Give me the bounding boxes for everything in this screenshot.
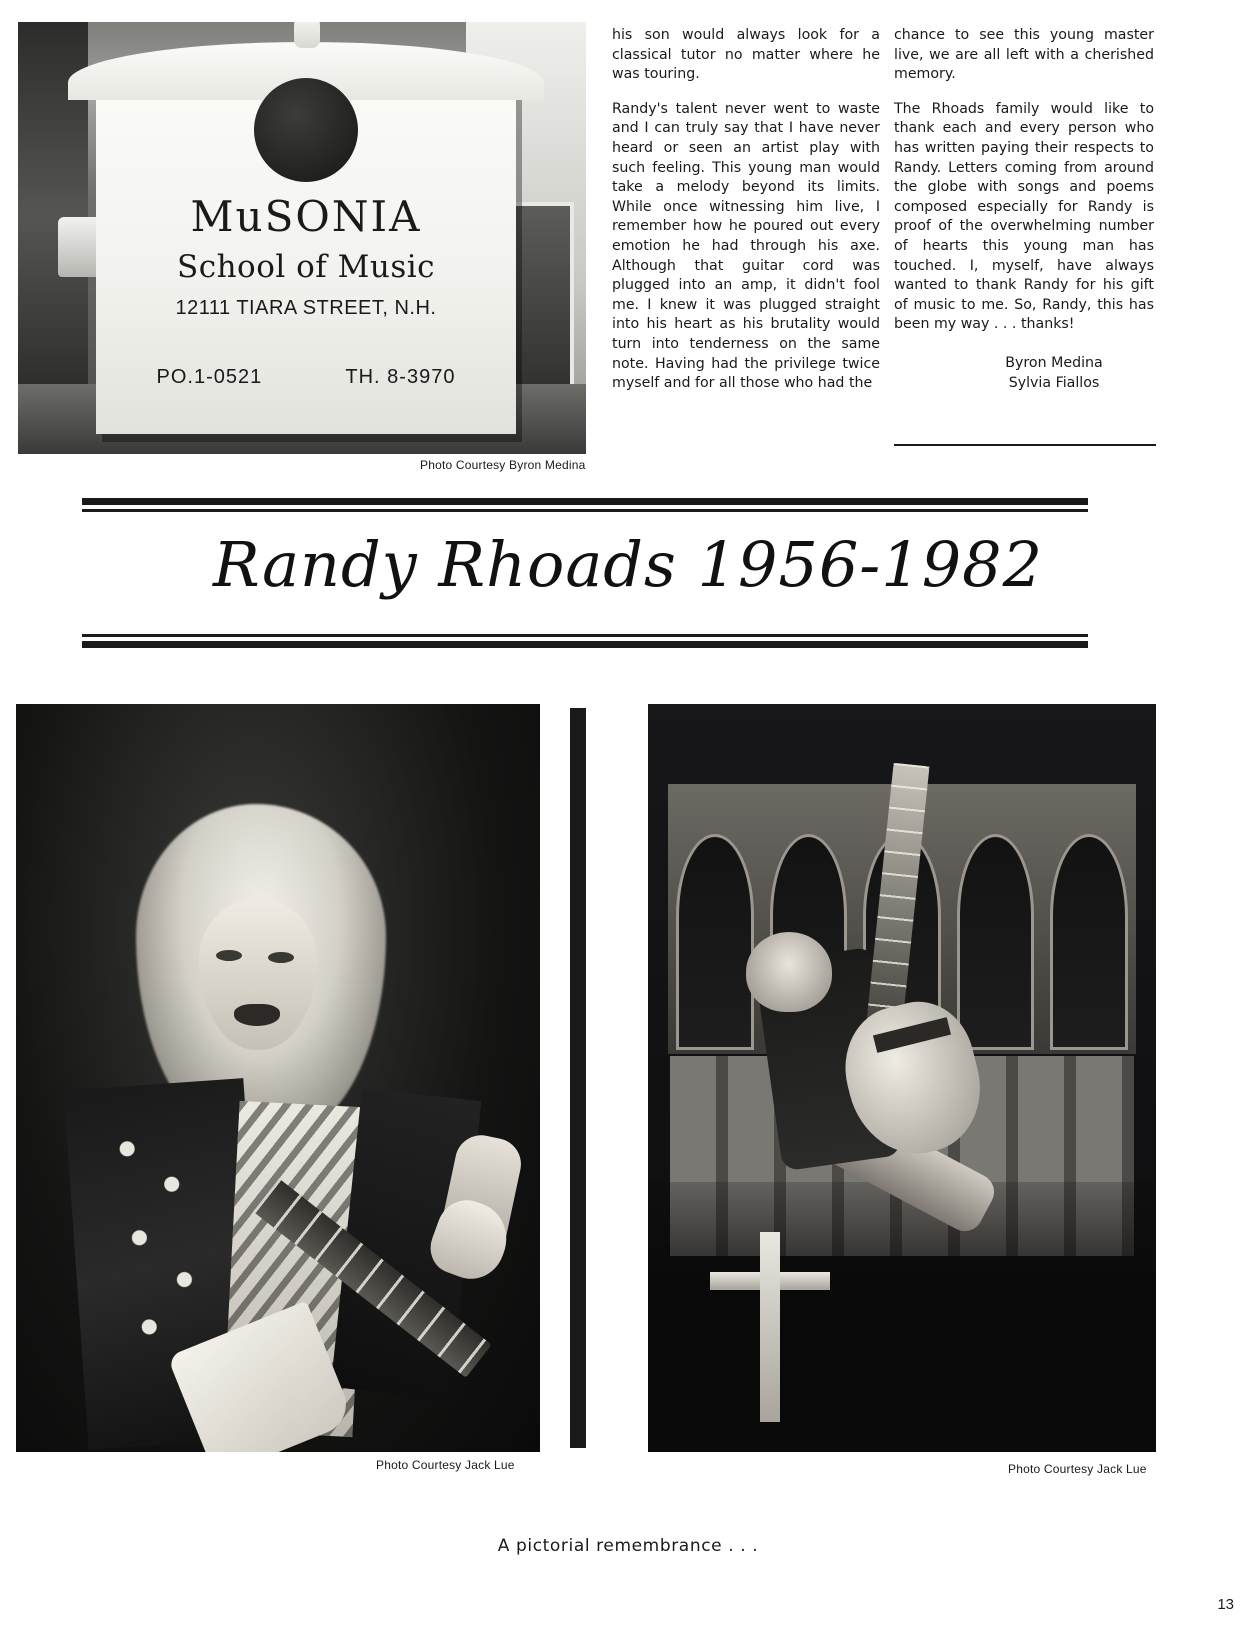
photo-randy-stage [648, 704, 1156, 1452]
paragraph: Randy's talent never went to waste and I can truly say that I have never heard or seen an artist play with such feeling. This young man would take a melody beyond its limits. While once witnessing him live, I remember how he poured out every emotion he had through his axe. Although that guitar cord was plugged into an amp, it didn't fool me. I knew it was plugged straight into his heart as his brutality would turn into tenderness on the same note. Having had the privilege twice myself and for all those who had the [612, 100, 880, 392]
signature-name-1: Byron Medina [1005, 354, 1103, 371]
portrait-eye-left [216, 950, 242, 961]
stage-arch [1050, 834, 1128, 1050]
banner-rule-bottom [82, 634, 1088, 648]
banner-rule-top [82, 498, 1088, 512]
stage-arch [676, 834, 754, 1050]
stage-cross-vertical [760, 1232, 780, 1422]
article-column-middle [612, 26, 880, 409]
photo-divider-bar [570, 708, 586, 1448]
signboard-circle-ornament [254, 78, 358, 182]
portrait-mouth [234, 1004, 280, 1026]
article-column-right [894, 26, 1154, 393]
stage-head [746, 932, 832, 1012]
top-section [0, 0, 1256, 480]
signboard-phone-1: PO.1-0521 [156, 366, 263, 388]
memorial-title: Randy Rhoads 1956-1982 [212, 528, 1044, 601]
portrait-eye-right [268, 952, 294, 963]
signboard-phones [96, 366, 516, 389]
rule-thin [82, 509, 1088, 512]
signboard-line-1: MuSONIA [190, 192, 422, 241]
signboard-line-2: School of Music [176, 249, 436, 285]
caption-portrait: Photo Courtesy Jack Lue [376, 1458, 515, 1472]
signboard-address: 12111 TIARA STREET, N.H. [175, 297, 437, 319]
signboard-text [96, 192, 516, 389]
musonia-signboard [96, 84, 516, 434]
page-number: 13 [1217, 1596, 1234, 1613]
caption-stage: Photo Courtesy Jack Lue [1008, 1462, 1147, 1476]
photo-musonia-sign [18, 22, 586, 454]
paragraph: his son would always look for a classical tutor no matter where he was touring. [612, 27, 880, 83]
rule-thick [82, 498, 1088, 505]
rule-thick [82, 641, 1088, 648]
caption-musonia: Photo Courtesy Byron Medina [420, 458, 586, 472]
signature-rule [894, 444, 1156, 446]
stage-shadow [648, 1182, 1156, 1452]
stage-arch [957, 834, 1035, 1050]
paragraph: chance to see this young master live, we are all left with a cherished memory. [894, 27, 1154, 83]
article-signature [894, 353, 1154, 393]
signboard-phone-2: TH. 8-3970 [345, 366, 456, 388]
photo-randy-portrait [16, 704, 540, 1452]
signature-name-2: Sylvia Fiallos [1008, 374, 1100, 391]
paragraph: The Rhoads family would like to thank each and every person who has written paying their respects to Randy. Letters coming from around the globe with songs and poems composed especially for Randy is proof of the overwhelming number of hearts this young man has touched. I, myself, have always wanted to thank Randy for his gift of music to me. So, Randy, this has been my way . . . thanks! [894, 100, 1154, 333]
footer-note: A pictorial remembrance . . . [497, 1536, 759, 1556]
signboard-finial [294, 22, 320, 48]
rule-thin [82, 634, 1088, 637]
